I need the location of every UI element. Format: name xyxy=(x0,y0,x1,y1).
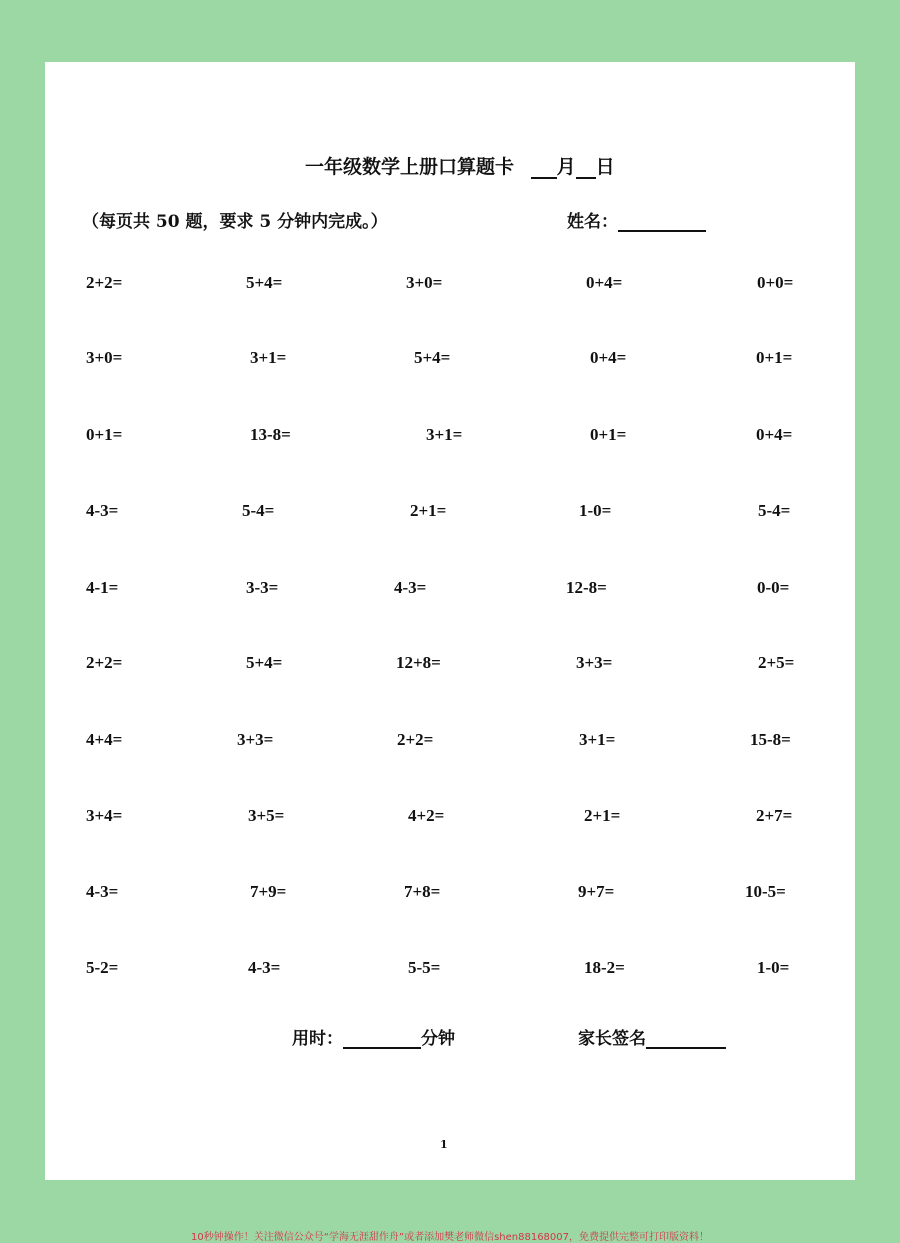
math-problem: 3+3= xyxy=(576,653,613,672)
math-problem: 12+8= xyxy=(396,653,441,672)
title-text: 一年级数学上册口算题卡 xyxy=(305,156,515,178)
math-problem: 0+4= xyxy=(756,425,793,444)
math-problem: 5-5= xyxy=(408,958,441,977)
signature-blank xyxy=(646,1047,726,1049)
math-problem: 2+1= xyxy=(410,501,447,520)
day-blank xyxy=(576,177,596,179)
footer-note: 10秒钟操作！关注微信公众号“学海无涯甜作舟”或者添加樊老师微信shen88168007，免费提供完整可打印版资料！ xyxy=(190,1232,710,1243)
math-problem: 5+4= xyxy=(246,653,283,672)
math-problem: 3+3= xyxy=(237,730,274,749)
math-problem: 1-0= xyxy=(757,958,790,977)
math-problem: 0-0= xyxy=(757,578,790,597)
math-problem: 4+2= xyxy=(408,806,445,825)
math-problem: 3+4= xyxy=(86,806,123,825)
math-problem: 7+8= xyxy=(404,882,441,901)
math-problem: 2+2= xyxy=(397,730,434,749)
math-problem: 18-2= xyxy=(584,958,625,977)
time-used-field xyxy=(292,1024,455,1049)
parent-signature-field xyxy=(578,1024,726,1049)
time-unit: 分钟 xyxy=(421,1029,455,1049)
name-label: 姓名： xyxy=(567,212,618,232)
math-problem: 9+7= xyxy=(578,882,615,901)
name-field xyxy=(567,207,706,232)
month-blank xyxy=(531,177,557,179)
math-problem: 3-3= xyxy=(246,578,279,597)
math-problem: 1-0= xyxy=(579,501,612,520)
month-label: 月 xyxy=(556,156,576,178)
math-problem: 0+1= xyxy=(756,348,793,367)
math-problem: 10-5= xyxy=(745,882,786,901)
math-problem: 2+1= xyxy=(584,806,621,825)
math-problem: 4-3= xyxy=(248,958,281,977)
name-blank xyxy=(618,230,706,232)
math-problem: 13-8= xyxy=(250,425,291,444)
page-number: 1 xyxy=(440,1138,448,1151)
math-problem: 3+1= xyxy=(250,348,287,367)
math-problem: 5-2= xyxy=(86,958,119,977)
math-problem: 4-3= xyxy=(86,501,119,520)
parent-sign-label: 家长签名 xyxy=(578,1029,646,1049)
time-label: 用时： xyxy=(292,1029,343,1049)
math-problem: 0+1= xyxy=(86,425,123,444)
math-problem: 4-1= xyxy=(86,578,119,597)
math-problem: 3+0= xyxy=(86,348,123,367)
math-problem: 2+5= xyxy=(758,653,795,672)
math-problem: 3+1= xyxy=(579,730,616,749)
math-problem: 2+2= xyxy=(86,273,123,292)
math-problem: 5+4= xyxy=(414,348,451,367)
math-problem: 15-8= xyxy=(750,730,791,749)
math-problem: 0+4= xyxy=(586,273,623,292)
math-problem: 0+0= xyxy=(757,273,794,292)
math-problem: 3+1= xyxy=(426,425,463,444)
math-problem: 12-8= xyxy=(566,578,607,597)
time-blank xyxy=(343,1047,421,1049)
worksheet-title xyxy=(305,152,615,179)
math-problem: 4-3= xyxy=(394,578,427,597)
math-problem: 5+4= xyxy=(246,273,283,292)
math-problem: 3+5= xyxy=(248,806,285,825)
math-problem: 0+4= xyxy=(590,348,627,367)
math-problem: 5-4= xyxy=(758,501,791,520)
math-problem: 5-4= xyxy=(242,501,275,520)
math-problem: 2+2= xyxy=(86,653,123,672)
instructions: （每页共 50 题，要求 5 分钟内完成。） xyxy=(82,212,388,232)
math-problem: 7+9= xyxy=(250,882,287,901)
math-problem: 0+1= xyxy=(590,425,627,444)
math-problem: 3+0= xyxy=(406,273,443,292)
day-label: 日 xyxy=(595,156,615,178)
math-problem: 4+4= xyxy=(86,730,123,749)
math-problem: 4-3= xyxy=(86,882,119,901)
math-problem: 2+7= xyxy=(756,806,793,825)
